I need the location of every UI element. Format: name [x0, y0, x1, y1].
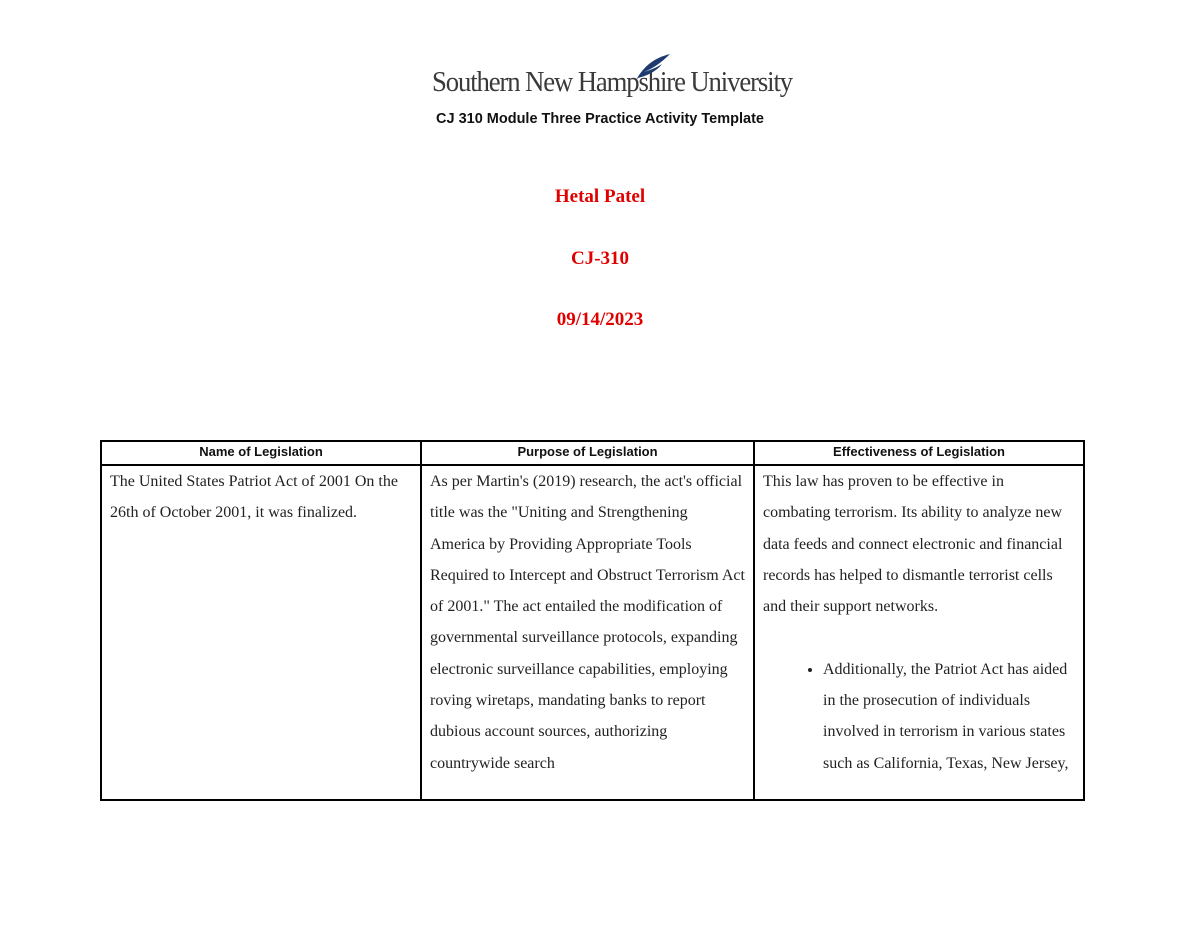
table-row [101, 465, 1084, 800]
effectiveness-cell-content [763, 466, 1075, 799]
table-header-row [101, 441, 1084, 465]
submission-date: 09/14/2023 [556, 309, 644, 330]
effectiveness-intro: This law has proven to be effective in combating terrorism. Its ability to analyze new data feeds and connect electronic and financial records has helped to dismantle terrorist cells and their support networks. [763, 473, 1063, 616]
header-effectiveness-of-legislation: Effectiveness of Legislation [754, 441, 1084, 465]
university-logo [432, 52, 792, 104]
author-name: Hetal Patel [554, 186, 646, 207]
purpose-cell [421, 465, 754, 800]
name-cell [101, 465, 421, 800]
name-cell-text: The United States Patriot Act of 2001 On the 26th of October 2001, it was finalized. [110, 473, 398, 522]
logo-wordmark: Southern New Hampshire University [432, 66, 792, 98]
document-title: CJ 310 Module Three Practice Activity Template [436, 111, 764, 127]
paragraph-gap [763, 622, 1075, 653]
header-purpose-of-legislation: Purpose of Legislation [421, 441, 754, 465]
course-code: CJ-310 [570, 248, 630, 269]
quill-icon [632, 52, 672, 82]
legislation-table [100, 440, 1085, 801]
list-item: • Additionally, the Patriot Act has aided in the prosecution of individuals involved in terrorism in various states such as California, Texas, New Jersey, [823, 654, 1075, 779]
effectiveness-cell [754, 465, 1084, 800]
effectiveness-bullet-list [763, 654, 1075, 779]
header-name-of-legislation: Name of Legislation [101, 441, 421, 465]
purpose-cell-text: As per Martin's (2019) research, the act's official title was the "Uniting and Strengthening America by Providing Appropriate Tools Required to Intercept and Obstruct Terrorism Act of 2001." The act entailed the modification of governmental surveillance protocols, expanding electronic surveillance capabilities, employing roving wiretaps, mandating banks to report dubious account sources, authorizing countrywide search [430, 473, 745, 772]
